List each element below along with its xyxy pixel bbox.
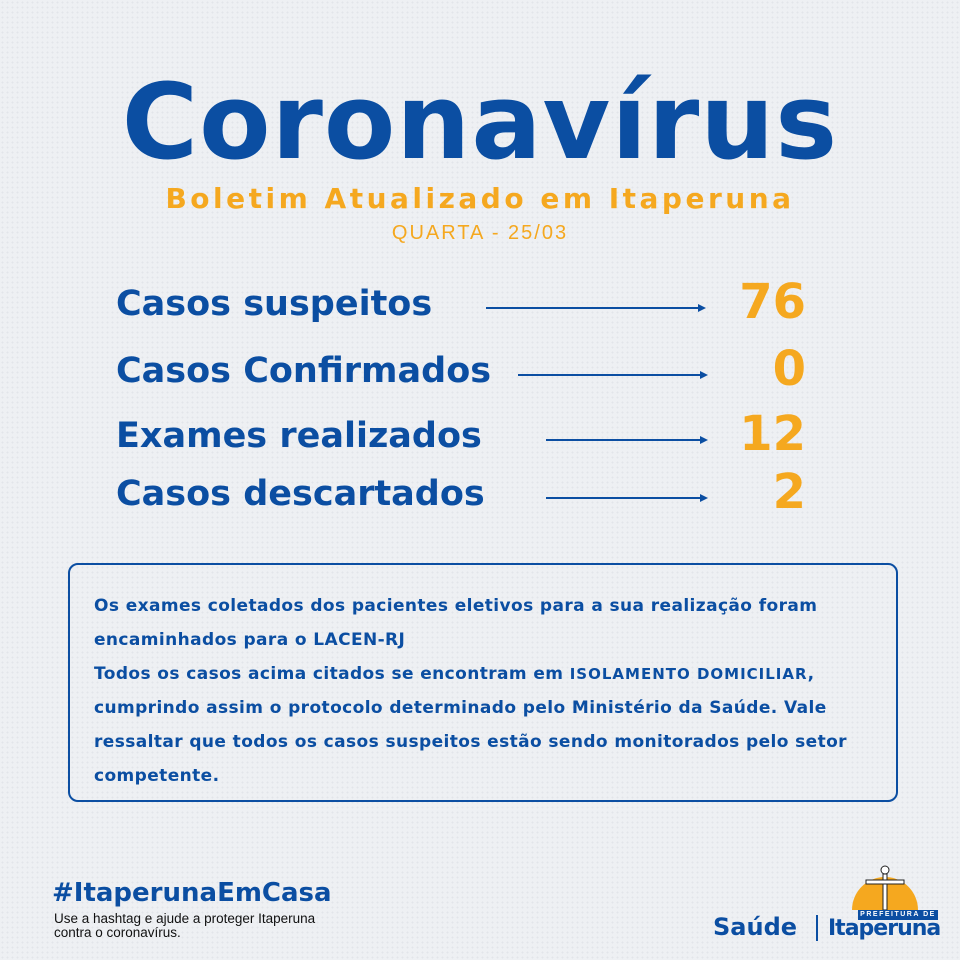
page-title: Coronavírus xyxy=(121,61,839,183)
stat-row-suspected xyxy=(116,274,816,336)
bulletin-date: QUARTA - 25/03 xyxy=(391,222,569,244)
city-logo-icon xyxy=(830,858,940,914)
department-label: Saúde xyxy=(713,913,798,941)
logo-band: PREFEITURA DE xyxy=(858,910,938,920)
stat-label: Casos suspeitos xyxy=(116,284,433,324)
stat-label: Casos Confirmados xyxy=(116,351,492,391)
stat-row-exams xyxy=(116,406,816,468)
info-text: , cumprindo assim o protocolo determinado pelo Ministério da Saúde. Vale ressaltar que todos os casos suspeitos estão sendo monitorados pelo setor competente. xyxy=(94,664,847,786)
stat-value: 0 xyxy=(772,341,806,397)
stat-label: Exames realizados xyxy=(116,416,482,456)
stat-value: 76 xyxy=(739,274,806,330)
hashtag-note: Use a hashtag e ajude a proteger Itaperuna contra o coronavírus. xyxy=(54,911,316,940)
stat-label: Casos descartados xyxy=(116,474,485,514)
stat-row-confirmed xyxy=(116,341,816,403)
arrow-right-icon xyxy=(486,303,706,313)
arrow-right-icon xyxy=(518,370,708,380)
arrow-right-icon xyxy=(546,493,708,503)
logo-city-name: Itaperuna xyxy=(828,916,941,941)
stat-value: 2 xyxy=(772,464,806,520)
info-paragraph-isolation xyxy=(94,657,876,793)
arrow-right-icon xyxy=(546,435,708,445)
stat-row-discarded xyxy=(116,464,816,526)
info-paragraph-lab: Os exames coletados dos pacientes eletivos para a sua realização foram encaminhados para o LACEN-RJ xyxy=(94,596,818,650)
isolation-emphasis: ISOLAMENTO DOMICILIAR xyxy=(569,665,808,683)
hashtag: #ItaperunaEmCasa xyxy=(52,878,332,908)
info-box xyxy=(68,563,898,802)
stat-value: 12 xyxy=(739,406,806,462)
bulletin-subtitle: Boletim Atualizado em Itaperuna xyxy=(165,182,795,215)
footer-divider xyxy=(816,915,818,941)
info-text: Todos os casos acima citados se encontram em xyxy=(94,664,570,684)
